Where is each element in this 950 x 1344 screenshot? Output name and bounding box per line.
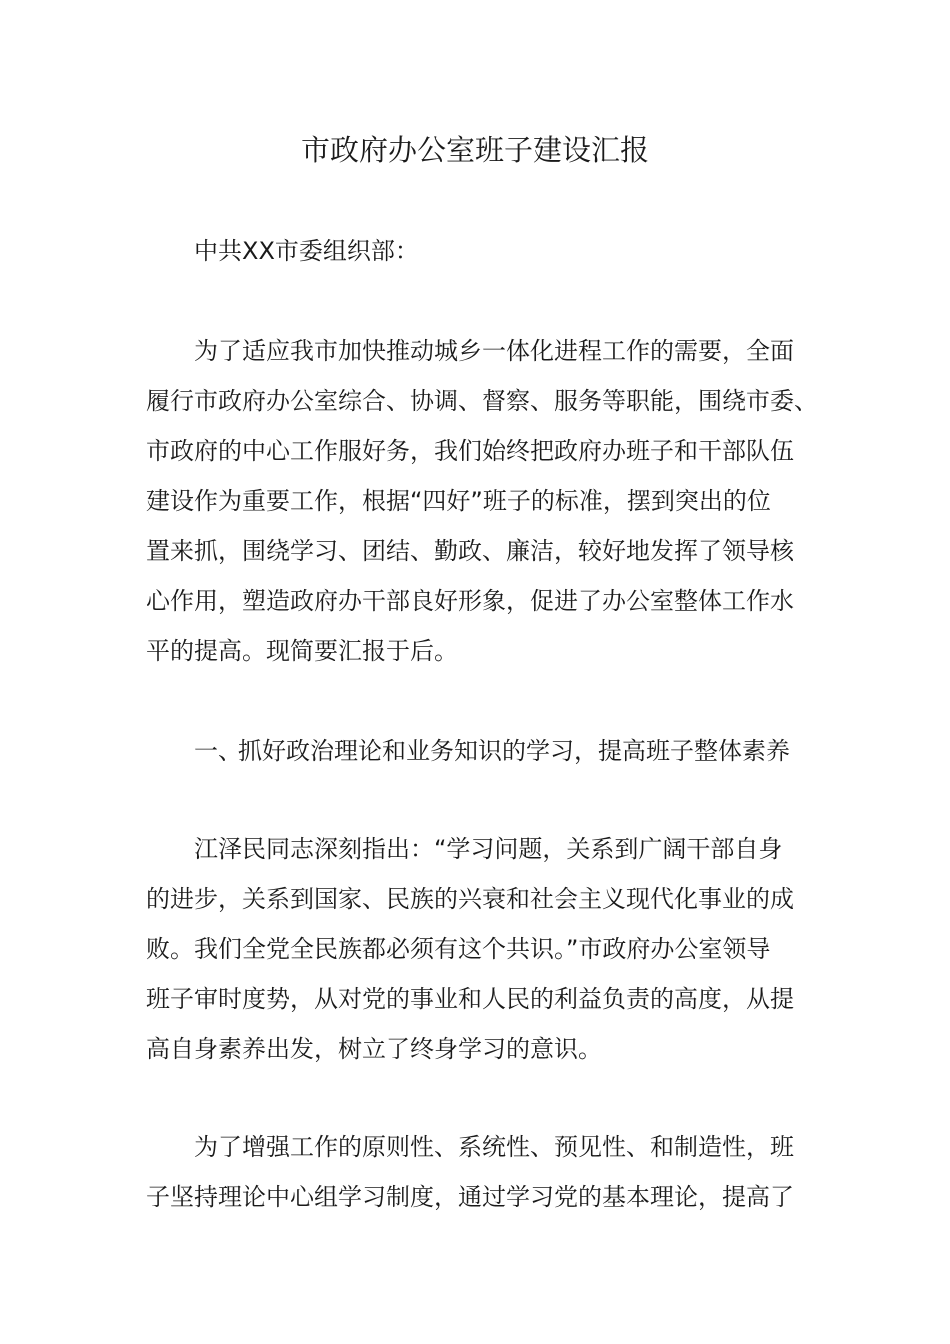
para1-line: 为了适应我市加快推动城乡一体化进程工作的需要，全面 — [194, 337, 794, 365]
para1-line: 履行市政府办公室综合、协调、督察、服务等职能，围绕市委、 — [146, 387, 818, 415]
para2-line: 的进步，关系到国家、民族的兴衰和社会主义现代化事业的成 — [146, 885, 794, 913]
salutation: 中共XX市委组织部： — [194, 237, 419, 265]
section-heading-text: 抓好政治理论和业务知识的学习，提高班子整体素养 — [238, 737, 790, 765]
para1-line: 市政府的中心工作服好务，我们始终把政府办班子和干部队伍 — [146, 437, 794, 465]
para3-line: 为了增强工作的原则性、系统性、预见性、和制造性，班 — [194, 1133, 794, 1161]
para1-line: 建设作为重要工作，根据“四好”班子的标准，摆到突出的位 — [146, 487, 771, 515]
section-number: 一、 — [194, 737, 242, 765]
para3-line: 子坚持理论中心组学习制度，通过学习党的基本理论，提高了 — [146, 1183, 794, 1211]
para1-line: 平的提高。现简要汇报于后。 — [146, 637, 458, 665]
para2-line: 班子审时度势，从对党的事业和人民的利益负责的高度，从提 — [146, 985, 794, 1013]
para2-line: 高自身素养出发，树立了终身学习的意识。 — [146, 1035, 602, 1063]
para2-line: 败。我们全党全民族都必须有这个共识。”市政府办公室领导 — [146, 935, 771, 963]
para1-line: 置来抓，围绕学习、团结、勤政、廉洁，较好地发挥了领导核 — [146, 537, 794, 565]
section-heading — [194, 734, 864, 768]
para1-line: 心作用，塑造政府办干部良好形象，促进了办公室整体工作水 — [146, 587, 794, 615]
document-title: 市政府办公室班子建设汇报 — [300, 133, 649, 167]
para2-line: 江泽民同志深刻指出：“学习问题，关系到广阔干部自身 — [194, 835, 783, 863]
